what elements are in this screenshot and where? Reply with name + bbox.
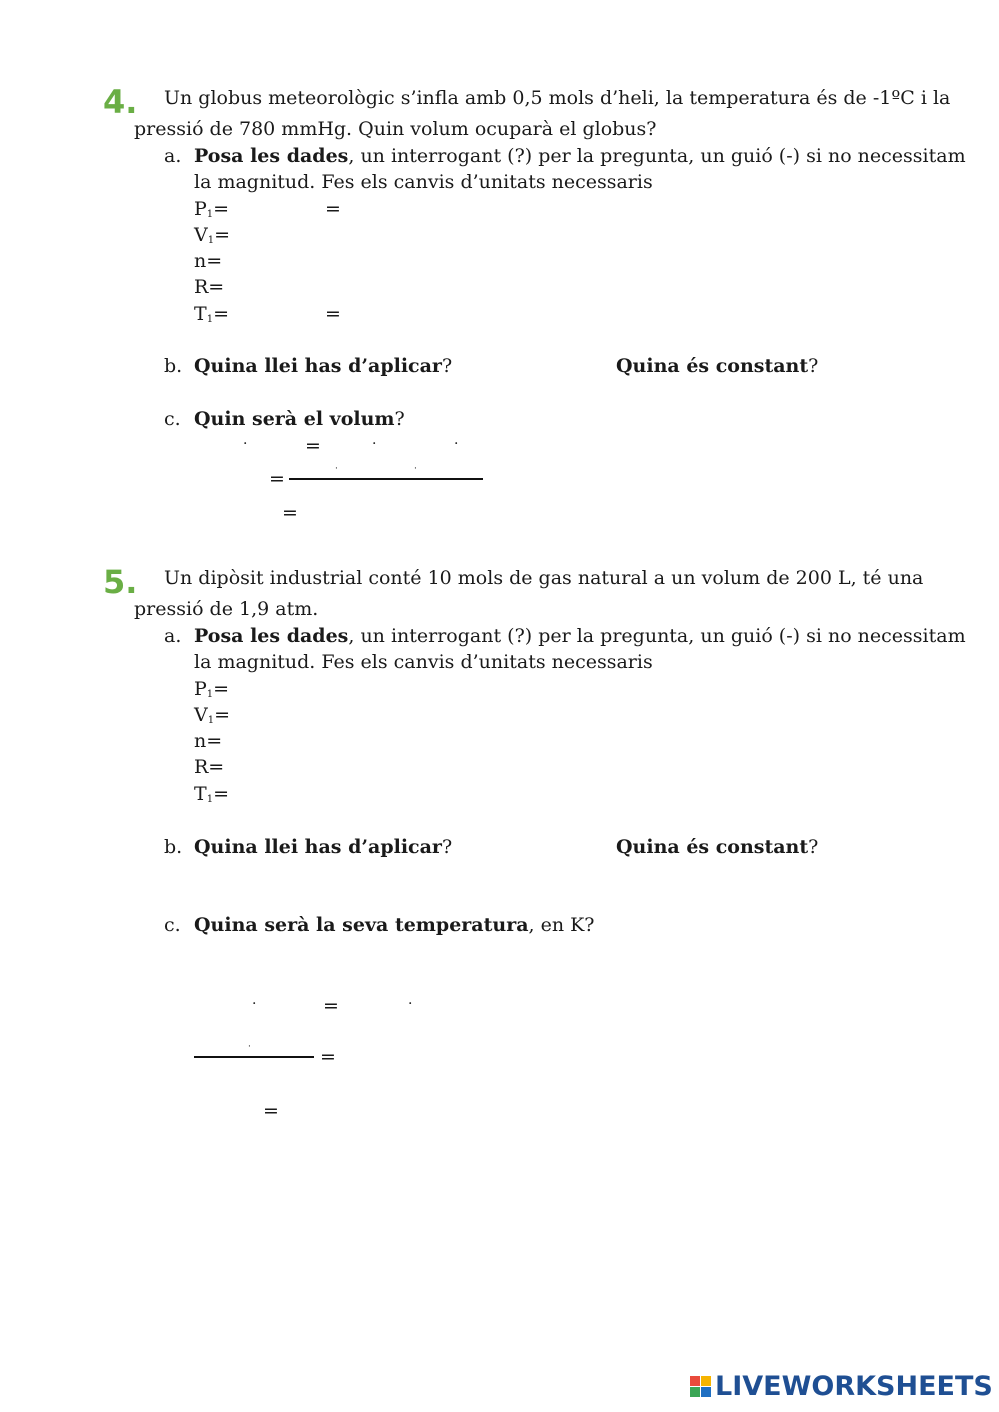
q4-c-letter: c. — [164, 408, 181, 430]
q4-c-equals-1: = — [305, 435, 321, 457]
q4-p1-converted-input[interactable] — [345, 198, 465, 220]
q4-c-fraction-line — [289, 478, 483, 480]
q5-c-equals-3: = — [263, 1100, 279, 1122]
q5-constant-input[interactable] — [820, 836, 970, 858]
q4-c-numerator-dot-2: · — [414, 464, 417, 474]
q5-n-input[interactable] — [222, 730, 348, 752]
q5-c-dot-1: · — [252, 996, 257, 1012]
q4-t1-label: $T_1=$ — [194, 303, 229, 325]
q5-a-instruction: Posa les dades, un interrogant (?) per la pregunta, un guió (-) si no necessitam — [194, 625, 966, 647]
q5-n-label: n= — [194, 730, 223, 752]
q5-a-instruction-line2: la magnitud. Fes els canvis d’unitats necessaris — [194, 651, 653, 673]
question-4-number: 4. — [103, 83, 138, 121]
liveworksheets-logo-mark-icon — [690, 1376, 711, 1397]
q5-c-dot-2: · — [408, 996, 413, 1012]
q4-c-dot-3: · — [454, 436, 459, 452]
q4-c-dot-1: · — [243, 436, 248, 452]
q4-v1-input[interactable] — [228, 224, 318, 246]
q4-b-constant-question: Quina és constant? — [616, 355, 819, 377]
q4-n-input[interactable] — [222, 250, 318, 272]
question-5-text-line2: pressió de 1,9 atm. — [134, 598, 319, 620]
q5-law-input[interactable] — [450, 836, 600, 858]
liveworksheets-logo-text: LIVEWORKSHEETS — [715, 1371, 993, 1402]
q4-r-input[interactable] — [222, 276, 318, 298]
q4-a-letter: a. — [164, 145, 182, 167]
q4-c-equals-2: = — [269, 468, 285, 490]
q5-t1-input[interactable] — [228, 783, 348, 805]
q4-t1-equals: = — [325, 303, 341, 325]
q5-r-input[interactable] — [222, 756, 348, 778]
q5-b-constant-question: Quina és constant? — [616, 836, 819, 858]
q4-v1-label: $V_1=$ — [194, 224, 231, 246]
q4-a-instruction-line2: la magnitud. Fes els canvis d’unitats necessaris — [194, 171, 653, 193]
question-5-text-line1: Un dipòsit industrial conté 10 mols de gas natural a un volum de 200 L, té una — [164, 567, 924, 589]
q4-b-letter: b. — [164, 355, 183, 377]
q4-r-label: R= — [194, 276, 225, 298]
question-4-text-line1: Un globus meteorològic s’infla amb 0,5 mols d’heli, la temperatura és de -1ºC i la — [164, 87, 951, 109]
q4-c-equals-3: = — [282, 502, 298, 524]
q4-p1-equals: = — [325, 198, 341, 220]
question-4-text-line2: pressió de 780 mmHg. Quin volum ocuparà el globus? — [134, 118, 657, 140]
q4-constant-input[interactable] — [820, 355, 970, 377]
q4-c-question: Quin serà el volum? — [194, 408, 405, 430]
q5-p1-input[interactable] — [228, 678, 348, 700]
q5-b-letter: b. — [164, 836, 183, 858]
q4-c-dot-2: · — [372, 436, 377, 452]
q4-c-numerator-dot-1: · — [335, 464, 338, 474]
q4-p1-input[interactable] — [228, 198, 318, 220]
q4-b-question: Quina llei has d’aplicar? — [194, 355, 453, 377]
q4-result-input[interactable] — [304, 502, 454, 524]
q4-n-label: n= — [194, 250, 223, 272]
liveworksheets-logo — [690, 1373, 993, 1400]
q5-c-fraction-line — [194, 1056, 314, 1058]
q5-v1-input[interactable] — [228, 704, 348, 726]
q5-c-letter: c. — [164, 914, 181, 936]
q4-t1-converted-input[interactable] — [345, 303, 465, 325]
q5-t1-label: $T_1=$ — [194, 783, 229, 805]
q4-a-bold: Posa les dades — [194, 145, 349, 167]
q5-result-input[interactable] — [285, 1100, 435, 1122]
q5-c-equals-2: = — [320, 1046, 336, 1068]
q5-b-question: Quina llei has d’aplicar? — [194, 836, 453, 858]
q5-a-letter: a. — [164, 625, 182, 647]
q4-law-input[interactable] — [450, 355, 600, 377]
q5-r-label: R= — [194, 756, 225, 778]
q5-c-numerator-dot: · — [248, 1042, 251, 1052]
q5-v1-label: $V_1=$ — [194, 704, 231, 726]
q4-t1-input[interactable] — [228, 303, 318, 325]
q4-a-instruction — [194, 147, 966, 166]
q4-p1-label: $P_1=$ — [194, 198, 230, 220]
q5-c-question: Quina serà la seva temperatura, en K? — [194, 914, 595, 936]
question-5-number: 5. — [103, 563, 138, 601]
q4-a-rest: , un interrogant (?) per la pregunta, un guió (-) si no necessitam — [348, 145, 966, 167]
q5-p1-label: $P_1=$ — [194, 678, 230, 700]
q5-c-equals-1: = — [323, 995, 339, 1017]
